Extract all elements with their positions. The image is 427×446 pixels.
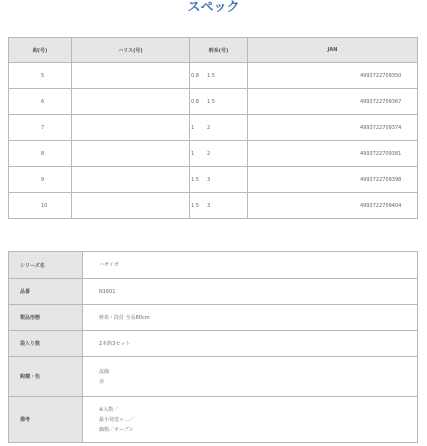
cell-hook: 9 — [9, 167, 72, 193]
table-row — [9, 89, 418, 115]
cell-mikiito: 3 — [190, 193, 248, 219]
cell-hook: 8 — [9, 141, 72, 167]
info-value — [83, 397, 418, 443]
cell-mikiito: 2 — [190, 141, 248, 167]
info-value-line: 2本鈎3セット — [99, 340, 131, 347]
info-value-line: 価格／オープン — [99, 426, 134, 433]
product-info-table — [8, 251, 418, 443]
cell-mikiito: 1.5 — [190, 89, 248, 115]
spec-table — [8, 37, 418, 219]
info-label: 品番 — [9, 279, 83, 305]
info-value — [83, 305, 418, 331]
cell-mikiito: 3 — [190, 167, 248, 193]
info-value-line: 最小発送ヶ…／ — [99, 416, 135, 423]
info-label: 鈎種・色 — [9, 357, 83, 397]
info-label: シリーズ名 — [9, 252, 83, 279]
table-row — [9, 63, 418, 89]
info-row-product-code — [9, 279, 418, 305]
info-row-hook-type — [9, 357, 418, 397]
info-row-notes — [9, 397, 418, 443]
info-value-line: 幹糸・段付 全長60cm — [99, 314, 150, 321]
cell-jan: 4993722709367 — [248, 89, 418, 115]
cell-jan: 4993722709398 — [248, 167, 418, 193]
cell-jan: 4993722709374 — [248, 115, 418, 141]
cell-jan: 4993722709350 — [248, 63, 418, 89]
cell-harisu: 1 — [72, 141, 190, 167]
cell-harisu: 0.8 — [72, 89, 190, 115]
info-row-form — [9, 305, 418, 331]
info-value — [83, 357, 418, 397]
table-row — [9, 141, 418, 167]
info-value-line: ハゼイガ — [99, 262, 119, 268]
cell-jan: 4993722709381 — [248, 141, 418, 167]
info-value-line: 流線 — [99, 368, 110, 375]
info-row-count — [9, 331, 418, 357]
cell-hook: 5 — [9, 63, 72, 89]
info-label: 袋入り数 — [9, 331, 83, 357]
info-value — [83, 252, 418, 279]
spec-table-header-row — [9, 38, 418, 63]
column-header-hook: 鈎(号) — [9, 38, 72, 63]
info-value-line: N1601 — [99, 288, 116, 295]
info-row-series — [9, 252, 418, 279]
cell-hook: 7 — [9, 115, 72, 141]
cell-mikiito: 2 — [190, 115, 248, 141]
column-header-harisu: ハリス(号) — [72, 38, 190, 63]
table-row — [9, 193, 418, 219]
info-label: 製品形態 — [9, 305, 83, 331]
cell-hook: 6 — [9, 89, 72, 115]
cell-harisu: 1.5 — [72, 167, 190, 193]
page-title: スペック — [187, 0, 240, 15]
cell-harisu: 1 — [72, 115, 190, 141]
table-row — [9, 115, 418, 141]
cell-hook: 10 — [9, 193, 72, 219]
table-row — [9, 167, 418, 193]
cell-mikiito: 1.5 — [190, 63, 248, 89]
column-header-mikiito: 幹糸(号) — [190, 38, 248, 63]
info-value-line: 赤 — [99, 378, 105, 385]
column-header-jan: JAN — [248, 38, 418, 63]
info-value — [83, 279, 418, 305]
info-value-line: ※入数／ — [99, 406, 119, 413]
cell-harisu: 0.8 — [72, 63, 190, 89]
cell-harisu: 1.5 — [72, 193, 190, 219]
info-label: 備考 — [9, 397, 83, 443]
info-value — [83, 331, 418, 357]
cell-jan: 4993722709404 — [248, 193, 418, 219]
